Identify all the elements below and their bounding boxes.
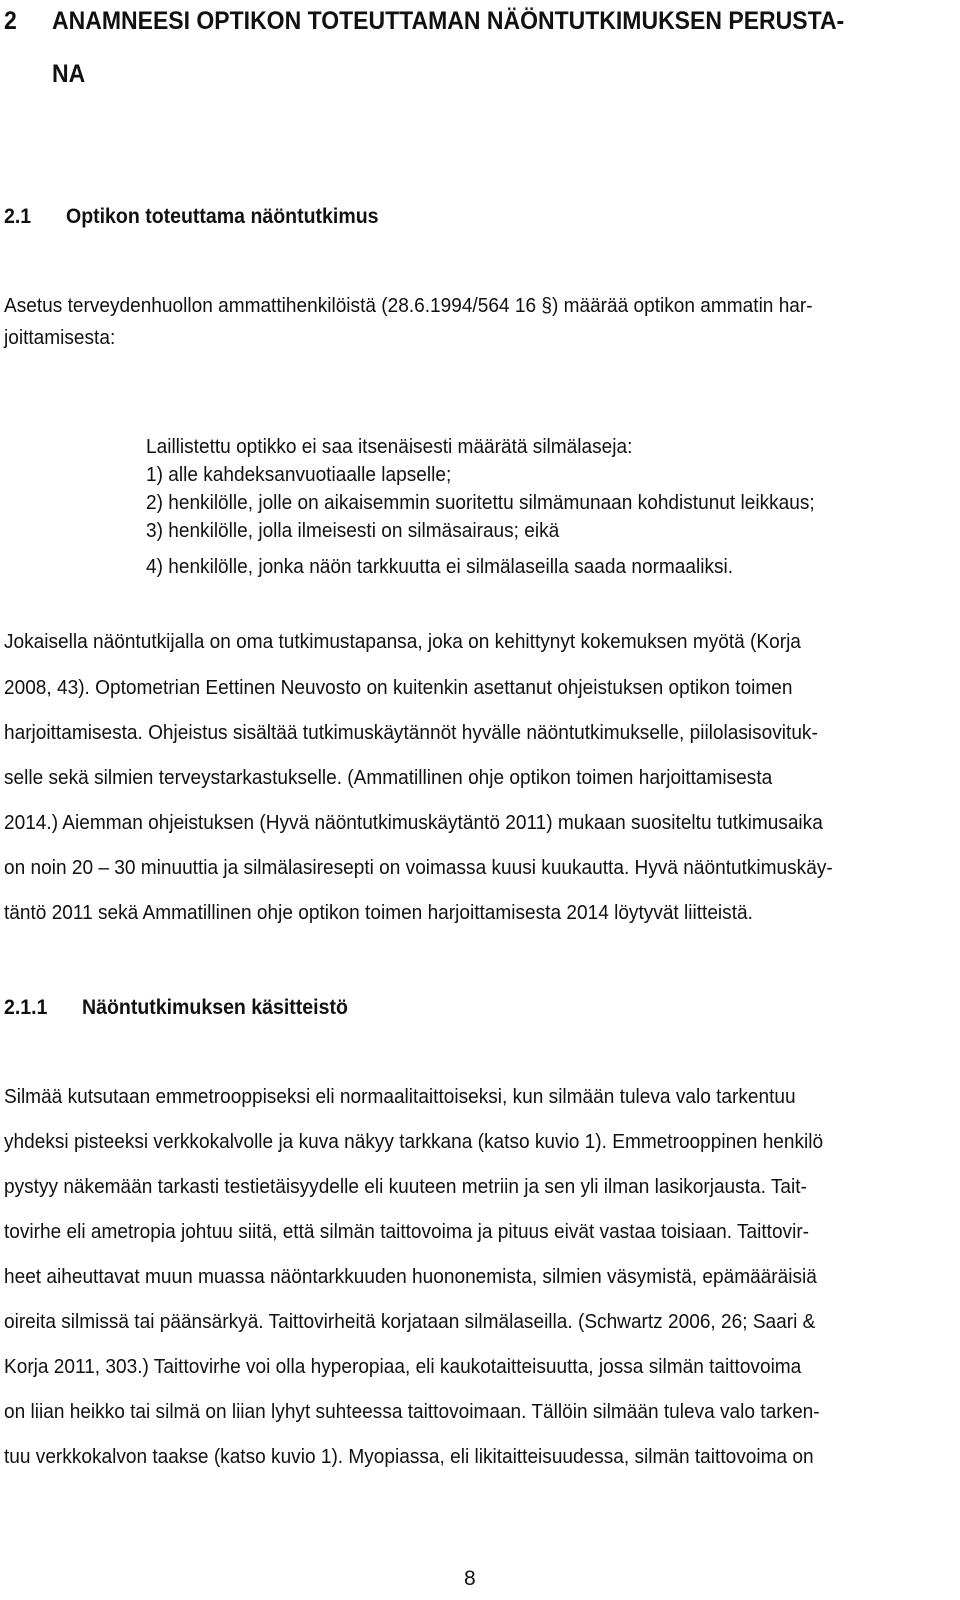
text-line: harjoittamisesta. Ohjeistus sisältää tutkimuskäytännöt hyvälle näöntutkimukselle, piilolasisovituk- bbox=[4, 721, 818, 744]
chapter-number: 2 bbox=[4, 7, 17, 35]
text-line: Asetus terveydenhuollon ammattihenkilöistä (28.6.1994/564 16 §) määrää optikon ammatin har- bbox=[4, 294, 813, 317]
text-line: tovirhe eli ametropia johtuu siitä, että silmän taittovoima ja pituus eivät vastaa toisiaan. Taittovir- bbox=[4, 1220, 810, 1243]
chapter-title-line-1: ANAMNEESI OPTIKON TOTEUTTAMAN NÄÖNTUTKIMUKSEN PERUSTA- bbox=[52, 7, 845, 35]
quote-line: 1) alle kahdeksanvuotiaalle lapselle; bbox=[146, 463, 452, 486]
text-line: oireita silmissä tai päänsärkyä. Taittovirheitä korjataan silmälaseilla. (Schwartz 2006, 26; Saari & bbox=[4, 1310, 816, 1333]
text-line: Korja 2011, 303.) Taittovirhe voi olla hyperopiaa, eli kaukotaitteisuutta, jossa silmän taittovoima bbox=[4, 1355, 802, 1378]
text-line: pystyy näkemään tarkasti testietäisyydelle eli kuuteen metriin ja sen yli ilman lasikorjausta. Tait- bbox=[4, 1175, 807, 1198]
chapter-title-line-2: NA bbox=[52, 60, 86, 88]
quote-line: 2) henkilölle, jolle on aikaisemmin suoritettu silmämunaan kohdistunut leikkaus; bbox=[146, 491, 815, 514]
text-line: yhdeksi pisteeksi verkkokalvolle ja kuva näkyy tarkkana (katso kuvio 1). Emmetrooppinen henkilö bbox=[4, 1130, 824, 1153]
text-line: täntö 2011 sekä Ammatillinen ohje optikon toimen harjoittamisesta 2014 löytyvät liitteistä. bbox=[4, 901, 753, 924]
text-line: Silmää kutsutaan emmetrooppiseksi eli normaalitaittoiseksi, kun silmään tuleva valo tarkentuu bbox=[4, 1085, 796, 1108]
section-title: Optikon toteuttama näöntutkimus bbox=[66, 205, 379, 228]
section-number: 2.1 bbox=[4, 205, 32, 228]
text-line: 2014.) Aiemman ohjeistuksen (Hyvä näöntutkimuskäytäntö 2011) mukaan suositeltu tutkimusaika bbox=[4, 811, 823, 834]
text-line: 2008, 43). Optometrian Eettinen Neuvosto on kuitenkin asettanut ohjeistuksen optikon toimen bbox=[4, 676, 793, 699]
text-line: joittamisesta: bbox=[4, 326, 116, 349]
page-number: 8 bbox=[464, 1567, 476, 1590]
text-line: selle sekä silmien terveystarkastukselle. (Ammatillinen ohje optikon toimen harjoittamisesta bbox=[4, 766, 773, 789]
text-line: Jokaisella näöntutkijalla on oma tutkimustapansa, joka on kehittynyt kokemuksen myötä (Korja bbox=[4, 630, 801, 653]
quote-line: 4) henkilölle, jonka näön tarkkuutta ei silmälaseilla saada normaaliksi. bbox=[146, 555, 734, 578]
subsection-title: Näöntutkimuksen käsitteistö bbox=[82, 996, 348, 1019]
text-line: on noin 20 – 30 minuuttia ja silmälasiresepti on voimassa kuusi kuukautta. Hyvä näöntutkimuskäy- bbox=[4, 856, 833, 879]
subsection-number: 2.1.1 bbox=[4, 996, 48, 1019]
quote-line: Laillistettu optikko ei saa itsenäisesti määrätä silmälaseja: bbox=[146, 435, 633, 458]
text-line: on liian heikko tai silmä on liian lyhyt suhteessa taittovoimaan. Tällöin silmään tuleva valo tarken- bbox=[4, 1400, 820, 1423]
text-line: heet aiheuttavat muun muassa näöntarkkuuden huononemista, silmien väsymistä, epämääräisiä bbox=[4, 1265, 817, 1288]
quote-line: 3) henkilölle, jolla ilmeisesti on silmäsairaus; eikä bbox=[146, 519, 560, 542]
text-line: tuu verkkokalvon taakse (katso kuvio 1). Myopiassa, eli likitaitteisuudessa, silmän taittovoima on bbox=[4, 1445, 814, 1468]
